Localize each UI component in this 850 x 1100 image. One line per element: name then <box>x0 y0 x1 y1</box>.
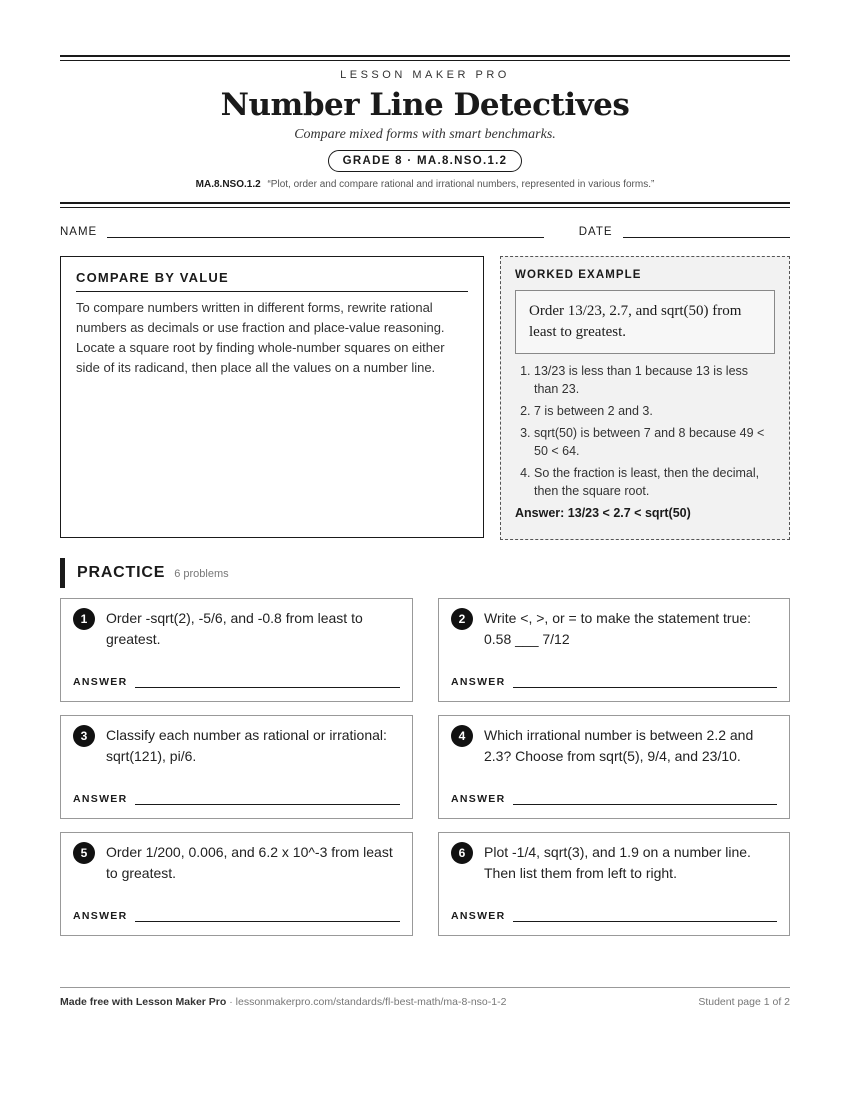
answer-label: ANSWER <box>451 793 506 805</box>
intro-section <box>60 256 790 540</box>
footer-made-with: Made free with Lesson Maker Pro <box>60 996 227 1008</box>
concept-box <box>60 256 484 538</box>
answer-label: ANSWER <box>73 910 128 922</box>
answer-label: ANSWER <box>73 793 128 805</box>
worked-example-step: 4. So the fraction is least, then the decimal, then the square root. <box>534 464 775 500</box>
problem-text: Classify each number as rational or irrational: sqrt(121), pi/6. <box>106 727 387 764</box>
problem-number: 4 <box>451 725 473 747</box>
worked-example-step: 1. 13/23 is less than 1 because 13 is less than 23. <box>534 362 775 398</box>
problem-number: 2 <box>451 608 473 630</box>
problem-card <box>438 715 790 819</box>
answer-field[interactable] <box>135 913 400 922</box>
worked-example-step: 3. sqrt(50) is between 7 and 8 because 49 < 50 < 64. <box>534 424 775 460</box>
problem-number: 1 <box>73 608 95 630</box>
standard-code: MA.8.NSO.1.2 <box>195 179 261 190</box>
name-field[interactable] <box>107 227 544 238</box>
problem-card <box>438 598 790 702</box>
answer-field[interactable] <box>513 796 777 805</box>
brand-name: LESSON MAKER PRO <box>340 69 510 81</box>
worked-example-box <box>500 256 790 540</box>
standard-description <box>60 179 790 190</box>
top-double-rule <box>60 55 790 61</box>
page-footer <box>60 987 790 1008</box>
problem-text: Write <, >, or = to make the statement true: 0.58 ___ 7/12 <box>484 610 752 647</box>
answer-field[interactable] <box>513 679 777 688</box>
problem-number: 5 <box>73 842 95 864</box>
concept-body: To compare numbers written in different forms, rewrite rational numbers as decimals or use fraction and place-value reasoning. Locate a square root by finding whole-number squares on either side of its radicand, then place all the values on a number line. <box>76 300 445 375</box>
answer-field[interactable] <box>513 913 777 922</box>
grade-standard-badge: GRADE 8 · MA.8.NSO.1.2 <box>328 150 523 172</box>
problem-card <box>60 598 413 702</box>
problem-card <box>60 715 413 819</box>
worksheet-page <box>60 55 790 936</box>
worked-example-steps <box>515 362 775 500</box>
footer-url: · lessonmakerpro.com/standards/fl-best-math/ma-8-nso-1-2 <box>229 996 507 1008</box>
answer-field[interactable] <box>135 679 400 688</box>
problem-card <box>60 832 413 936</box>
problem-number: 6 <box>451 842 473 864</box>
answer-label: ANSWER <box>451 676 506 688</box>
problem-text: Order 1/200, 0.006, and 6.2 x 10^-3 from least to greatest. <box>106 844 393 881</box>
practice-problems <box>60 598 790 936</box>
worked-example-step: 2. 7 is between 2 and 3. <box>534 402 775 420</box>
problem-number: 3 <box>73 725 95 747</box>
standard-text: “Plot, order and compare rational and irrational numbers, represented in various forms.” <box>267 179 655 190</box>
practice-header <box>60 558 790 588</box>
answer-label: ANSWER <box>451 910 506 922</box>
footer-page-number: Student page 1 of 2 <box>698 996 790 1008</box>
worked-example-prompt: Order 13/23, 2.7, and sqrt(50) from least to greatest. <box>515 290 775 354</box>
worksheet-header <box>60 69 790 190</box>
student-info-row <box>60 226 790 238</box>
footer-credit <box>60 996 506 1008</box>
answer-label: ANSWER <box>73 676 128 688</box>
date-field[interactable] <box>623 227 790 238</box>
problem-text: Order -sqrt(2), -5/6, and -0.8 from least to greatest. <box>106 610 363 647</box>
worked-example-title: WORKED EXAMPLE <box>515 269 642 281</box>
date-label: DATE <box>578 226 613 238</box>
practice-title: PRACTICE <box>77 564 166 581</box>
worksheet-title: Number Line Detectives <box>220 87 630 123</box>
worked-example-answer: Answer: 13/23 < 2.7 < sqrt(50) <box>515 506 691 520</box>
practice-count: 6 problems <box>174 568 229 580</box>
concept-title: COMPARE BY VALUE <box>76 270 468 292</box>
worksheet-subtitle: Compare mixed forms with smart benchmarks. <box>294 127 556 142</box>
name-label: NAME <box>60 226 98 238</box>
problem-text: Plot -1/4, sqrt(3), and 1.9 on a number line. Then list them from left to right. <box>484 844 751 881</box>
problem-card <box>438 832 790 936</box>
answer-field[interactable] <box>135 796 400 805</box>
header-bottom-rule <box>60 202 790 208</box>
problem-text: Which irrational number is between 2.2 and 2.3? Choose from sqrt(5), 9/4, and 23/10. <box>484 727 754 764</box>
